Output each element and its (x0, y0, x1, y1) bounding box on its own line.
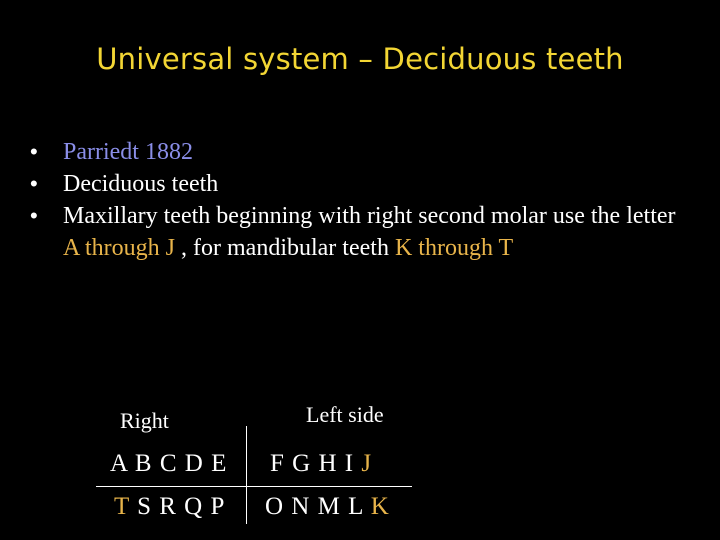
bullet-text-mandibular-intro: , for mandibular teeth (175, 235, 395, 261)
lower-left-teeth-prefix: O N M L (265, 493, 371, 520)
bullet-dot: • (30, 171, 38, 196)
bullet-text-deciduous: Deciduous teeth (63, 171, 219, 197)
bullet-item-parriedt (30, 136, 690, 168)
lower-right-teeth-t: T (114, 493, 130, 520)
bullet-dot: • (30, 203, 38, 228)
bullet-item-deciduous (30, 168, 690, 200)
upper-left-teeth-j: J (361, 450, 373, 477)
bullet-text-maxillary-intro: Maxillary teeth beginning with right second molar use the letter (63, 203, 676, 229)
upper-right-teeth: A B C D E (110, 450, 228, 477)
bullet-item-maxillary (30, 200, 690, 264)
upper-left-teeth-prefix: F G H I (270, 450, 362, 477)
bullet-text-k-through-t: K through T (394, 235, 514, 261)
lower-right-teeth (114, 493, 225, 521)
bullet-dot: • (30, 139, 38, 164)
label-left-side: Left side (306, 402, 384, 427)
lower-right-teeth-rest: S R Q P (129, 493, 226, 520)
lower-left-teeth (265, 493, 390, 521)
slide-title: Universal system – Deciduous teeth (96, 42, 624, 76)
label-right: Right (120, 408, 169, 433)
quadrant-divider-horizontal (96, 486, 412, 487)
quadrant-divider-vertical (246, 426, 247, 524)
bullet-list (30, 136, 690, 264)
bullet-text-parriedt: Parriedt 1882 (63, 139, 193, 165)
bullet-text-a-through-j: A through J (63, 235, 176, 261)
lower-left-teeth-k: K (370, 493, 390, 520)
upper-left-teeth (270, 450, 372, 478)
